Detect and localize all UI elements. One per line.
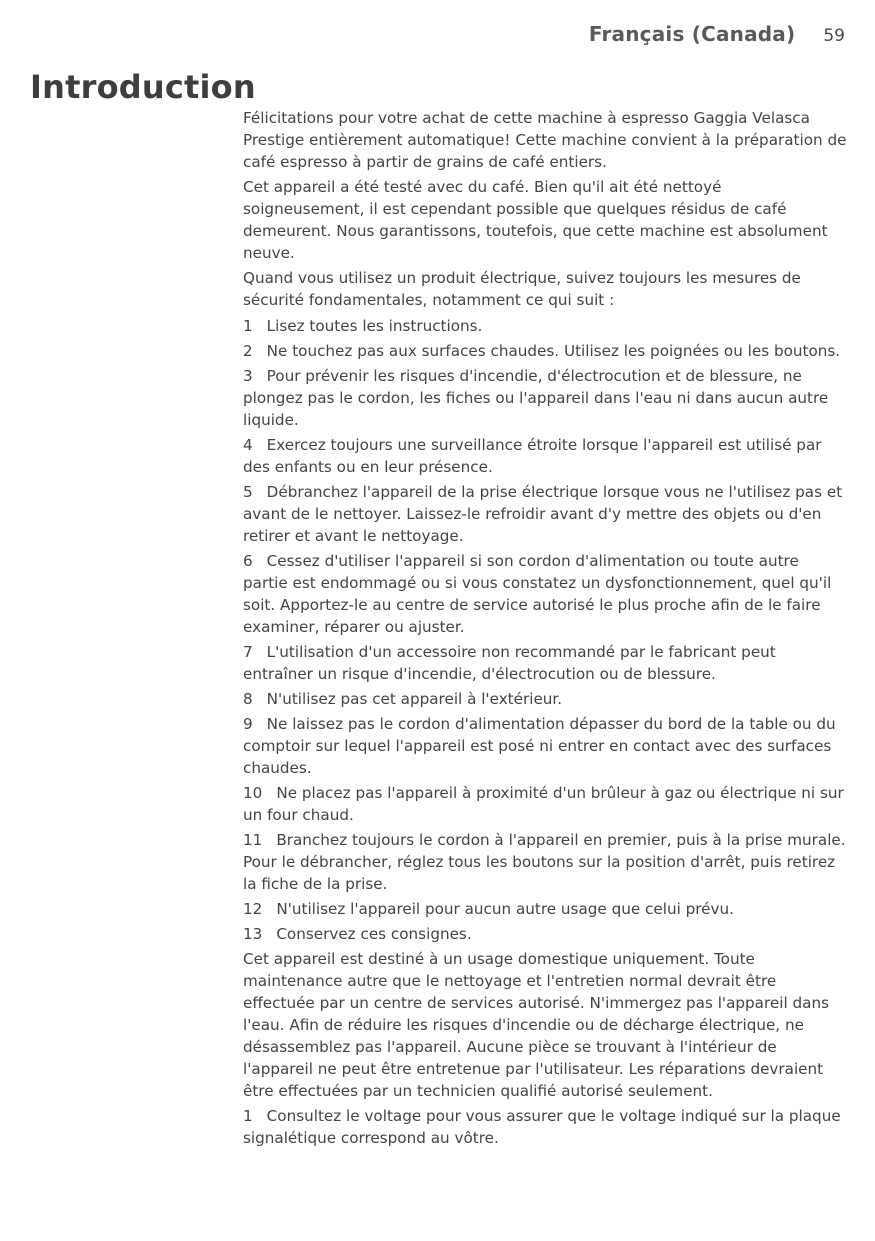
list-item-text: Lisez toutes les instructions. [266, 317, 483, 335]
list-item-number: 4 [243, 436, 253, 454]
page-number: 59 [823, 26, 845, 46]
list-item-text: Cessez d'utiliser l'appareil si son cordon d'alimentation ou toute autre partie est endommagé ou si vous constatez un dysfonctionnement, quel qu'il soit. Apportez-le au centre de service autorisé le plus proche afin de le faire examiner, réparer ou ajuster. [243, 552, 832, 636]
list-item-text: N'utilisez l'appareil pour aucun autre usage que celui prévu. [276, 900, 734, 918]
list-item-number: 7 [243, 643, 253, 661]
list-item-number: 13 [243, 925, 263, 943]
intro-paragraph: Quand vous utilisez un produit électrique, suivez toujours les mesures de sécurité fondamentales, notamment ce qui suit : [243, 269, 801, 309]
list-item-text: Conservez ces consignes. [276, 925, 472, 943]
list-item [243, 713, 847, 779]
list-item-text: Ne laissez pas le cordon d'alimentation dépasser du bord de la table ou du comptoir sur lequel l'appareil est posé ni entrer en contact avec des surfaces chaudes. [243, 715, 836, 777]
list-item [243, 365, 847, 431]
list-item-number: 5 [243, 483, 253, 501]
voltage-list [243, 1105, 847, 1149]
list-item-number: 3 [243, 367, 253, 385]
list-item [243, 340, 847, 362]
list-item [243, 641, 847, 685]
list-item-text: Consultez le voltage pour vous assurer que le voltage indiqué sur la plaque signalétique correspond au vôtre. [243, 1107, 841, 1147]
section-title: Introduction [30, 68, 256, 106]
domestic-use-paragraph: Cet appareil est destiné à un usage domestique uniquement. Toute maintenance autre que le nettoyage et l'entretien normal devrait être effectuée par un centre de services autorisé. N'immergez pas l'appareil dans l'eau. Afin de réduire les risques d'incendie ou de décharge électrique, ne désassemblez pas l'appareil. Aucune pièce se trouvant à l'intérieur de l'appareil ne peut être entretenue par l'utilisateur. Les réparations devraient être effectuées par un technicien qualifié autorisé seulement. [243, 950, 829, 1100]
list-item [243, 923, 847, 945]
list-item-text: Débranchez l'appareil de la prise électrique lorsque vous ne l'utilisez pas et avant de le nettoyer. Laissez-le refroidir avant d'y mettre des objets ou d'en retirer et avant le nettoyage. [243, 483, 843, 545]
intro-paragraph: Cet appareil a été testé avec du café. Bien qu'il ait été nettoyé soigneusement, il est cependant possible que quelques résidus de café demeurent. Nous garantissons, toutefois, que cette machine est absolument neuve. [243, 178, 828, 262]
list-item-number: 11 [243, 831, 263, 849]
list-item [243, 782, 847, 826]
list-item-text: Ne touchez pas aux surfaces chaudes. Utilisez les poignées ou les boutons. [266, 342, 841, 360]
list-item [243, 829, 847, 895]
list-item-number: 6 [243, 552, 253, 570]
list-item-text: Exercez toujours une surveillance étroite lorsque l'appareil est utilisé par des enfants ou en leur présence. [243, 436, 822, 476]
list-item [243, 434, 847, 478]
list-item-text: Ne placez pas l'appareil à proximité d'un brûleur à gaz ou électrique ni sur un four chaud. [243, 784, 844, 824]
list-item-number: 9 [243, 715, 253, 733]
list-item [243, 898, 847, 920]
list-item-number: 10 [243, 784, 263, 802]
list-item-text: Pour prévenir les risques d'incendie, d'électrocution et de blessure, ne plongez pas le cordon, les fiches ou l'appareil dans l'eau ni dans aucun autre liquide. [243, 367, 829, 429]
list-item-number: 1 [243, 1107, 253, 1125]
intro-paragraph: Félicitations pour votre achat de cette machine à espresso Gaggia Velasca Prestige entièrement automatique! Cette machine convient à la préparation de café espresso à partir de grains de café entiers. [243, 109, 847, 171]
section-content [243, 107, 847, 1152]
list-item [243, 315, 847, 337]
list-item-number: 2 [243, 342, 253, 360]
list-item-text: L'utilisation d'un accessoire non recommandé par le fabricant peut entraîner un risque d'incendie, d'électrocution ou de blessure. [243, 643, 776, 683]
list-item [243, 550, 847, 638]
list-item-text: N'utilisez pas cet appareil à l'extérieur. [266, 690, 563, 708]
language-label: Français (Canada) [588, 22, 796, 46]
list-item [243, 1105, 847, 1149]
page-header [589, 22, 845, 46]
safety-list [243, 315, 847, 945]
list-item-text: Branchez toujours le cordon à l'appareil en premier, puis à la prise murale. Pour le débrancher, réglez tous les boutons sur la position d'arrêt, puis retirez la fiche de la prise. [243, 831, 846, 893]
list-item-number: 8 [243, 690, 253, 708]
list-item [243, 481, 847, 547]
list-item-number: 12 [243, 900, 263, 918]
list-item-number: 1 [243, 317, 253, 335]
list-item [243, 688, 847, 710]
